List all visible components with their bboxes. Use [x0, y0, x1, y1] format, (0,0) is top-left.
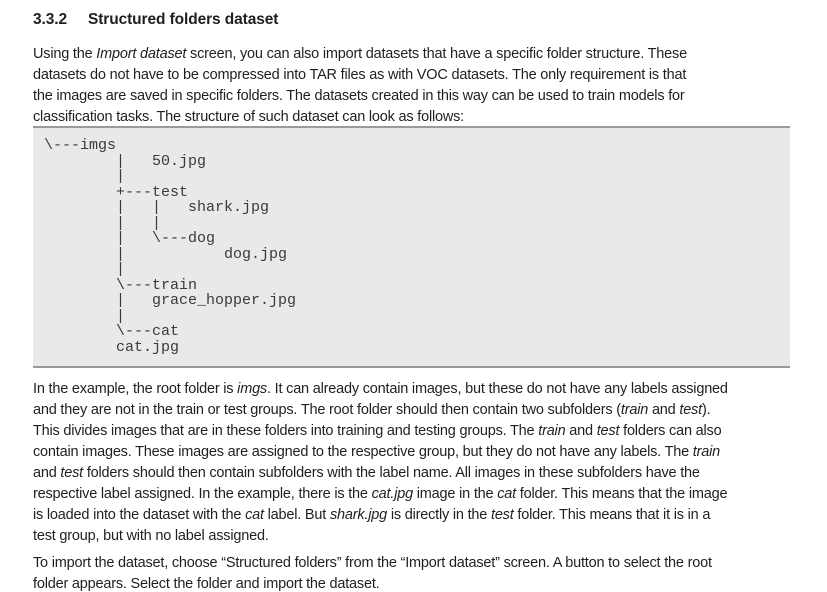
text-line: This divides images that are in these folders into training and testing groups. The train and test folders can also — [33, 423, 722, 439]
import-instructions-paragraph — [33, 553, 790, 592]
section-number: 3.3.2 — [33, 11, 67, 28]
text-line: respective label assigned. In the example, there is the cat.jpg image in the cat folder. This means that the image — [33, 486, 728, 502]
code-line: | grace_hopper.jpg — [44, 292, 297, 309]
code-line: | — [44, 168, 126, 185]
code-line: | \---dog — [44, 230, 216, 247]
text-line: contain images. These images are assigned to the respective group, but they do not have any labels. The train — [33, 444, 720, 460]
code-line: +---test — [44, 183, 189, 201]
text-line: and they are not in the train or test groups. The root folder should then contain two subfolders (train and test). — [33, 402, 711, 418]
code-line: | | shark.jpg — [44, 199, 270, 216]
code-line: \---train — [44, 276, 198, 294]
text-line: datasets do not have to be compressed into TAR files as with VOC datasets. The only requirement is that — [33, 67, 687, 83]
text-line: To import the dataset, choose “Structured folders” from the “Import dataset” screen. A button to select the root — [33, 555, 712, 571]
text-line: the images are saved in specific folders. The datasets created in this way can be used to train models for — [33, 88, 685, 104]
code-line: | — [44, 261, 126, 278]
text-line: and test folders should then contain subfolders with the label name. All images in these subfolders have the — [33, 465, 700, 481]
intro-paragraph — [33, 44, 790, 128]
code-line: \---imgs — [44, 137, 117, 154]
text-line: classification tasks. The structure of such dataset can look as follows: — [33, 109, 465, 125]
text-line: folder appears. Select the folder and import the dataset. — [33, 576, 380, 592]
code-line: \---cat — [44, 323, 180, 340]
code-line: cat.jpg — [44, 338, 180, 356]
section-heading — [33, 10, 790, 29]
code-line: | dog.jpg — [44, 245, 288, 263]
code-line: | 50.jpg — [44, 152, 207, 170]
text-line: is loaded into the dataset with the cat label. But shark.jpg is directly in the test folder. This means that it is in a — [33, 507, 711, 523]
explanation-paragraph — [33, 379, 790, 547]
folder-structure-codeblock — [33, 126, 790, 368]
text-line: Using the Import dataset screen, you can also import datasets that have a specific folder structure. These — [33, 46, 687, 62]
section-title: Structured folders dataset — [88, 11, 279, 28]
code-line: | | — [44, 214, 162, 232]
code-line: | — [44, 307, 126, 325]
text-line: test group, but with no label assigned. — [33, 528, 269, 544]
text-line: In the example, the root folder is imgs. It can already contain images, but these do not have any labels assigned — [33, 381, 728, 397]
